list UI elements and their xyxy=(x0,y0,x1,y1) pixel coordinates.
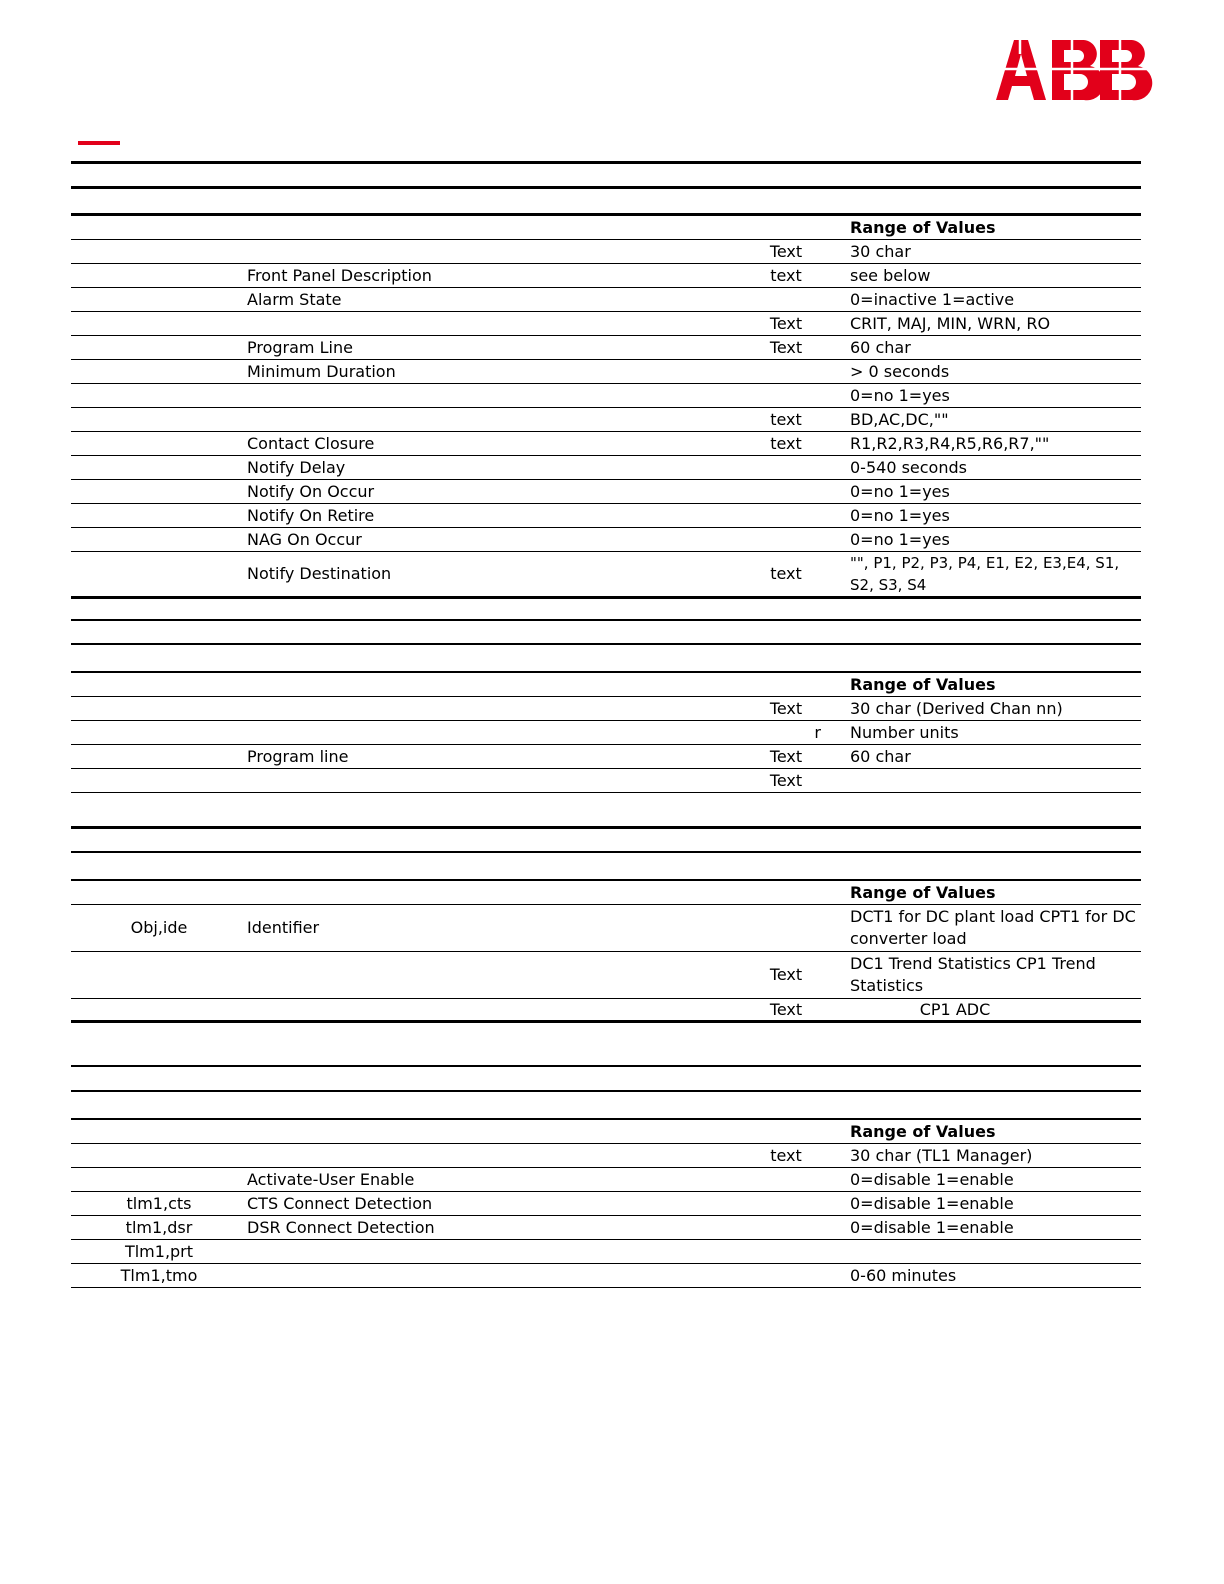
cell-type xyxy=(767,480,805,503)
cell-type: text xyxy=(770,1145,802,1165)
cell-object xyxy=(71,384,247,407)
table-row xyxy=(71,288,1141,312)
cell-object xyxy=(71,408,247,431)
cell-range: 0-540 seconds xyxy=(850,457,967,477)
cell-description: Minimum Duration xyxy=(247,361,396,381)
cell-range: "", P1, P2, P3, P4, E1, E2, E3,E4, S1, S2, S3, S4 xyxy=(850,554,1120,594)
rule xyxy=(71,826,1141,829)
table-row xyxy=(71,769,1141,793)
cell-type xyxy=(767,1264,805,1287)
header-range-of-values: Range of Values xyxy=(850,882,996,902)
table-row xyxy=(71,1216,1141,1240)
cell-object xyxy=(71,745,247,768)
table-row xyxy=(71,456,1141,480)
cell-object: tlm1,cts xyxy=(126,1193,192,1213)
cell-type xyxy=(767,456,805,479)
cell-object: Tlm1,tmo xyxy=(120,1265,198,1285)
cell-description: Notify On Occur xyxy=(247,481,375,501)
header-range-of-values: Range of Values xyxy=(850,217,996,237)
cell-range: see below xyxy=(850,265,931,285)
table-alarm-config xyxy=(71,216,1141,599)
cell-description xyxy=(247,240,767,263)
cell-object xyxy=(71,336,247,359)
table-row xyxy=(71,721,1141,745)
header-accent-bar xyxy=(78,141,120,145)
cell-description xyxy=(247,1144,767,1167)
cell-type: r xyxy=(814,722,821,742)
cell-description: Front Panel Description xyxy=(247,265,432,285)
cell-type: Text xyxy=(769,965,803,984)
cell-type xyxy=(767,288,805,311)
cell-type: Text xyxy=(769,999,803,1019)
cell-object xyxy=(71,1168,247,1191)
cell-range: Number units xyxy=(850,722,959,742)
header-range-of-values: Range of Values xyxy=(850,1121,996,1141)
cell-description: NAG On Occur xyxy=(247,529,362,549)
cell-object xyxy=(71,264,247,287)
cell-range: BD,AC,DC,"" xyxy=(850,409,949,429)
cell-range: 0=disable 1=enable xyxy=(850,1193,1014,1213)
cell-range: CP1 ADC xyxy=(919,999,991,1019)
table-row xyxy=(71,745,1141,769)
table-row xyxy=(71,1168,1141,1192)
table-header-row xyxy=(71,881,1141,905)
cell-object: tlm1,dsr xyxy=(125,1217,193,1237)
table-header-row xyxy=(71,1120,1141,1144)
cell-description: Alarm State xyxy=(247,289,342,309)
rule xyxy=(71,1065,1141,1067)
cell-range: 0=no 1=yes xyxy=(850,385,950,405)
cell-object xyxy=(71,480,247,503)
cell-object xyxy=(71,240,247,263)
cell-description xyxy=(247,721,767,744)
cell-object xyxy=(71,1144,247,1167)
cell-range xyxy=(850,769,1140,792)
cell-type: Text xyxy=(769,337,803,357)
cell-object xyxy=(71,769,247,792)
cell-description: Notify Destination xyxy=(247,564,392,583)
rule xyxy=(71,186,1141,189)
cell-description: Program Line xyxy=(247,337,353,357)
cell-type: Text xyxy=(769,698,803,718)
cell-description: Notify On Retire xyxy=(247,505,375,525)
cell-description: CTS Connect Detection xyxy=(247,1193,433,1213)
cell-type: Text xyxy=(769,313,803,333)
cell-object xyxy=(71,360,247,383)
cell-description xyxy=(247,999,767,1020)
cell-type xyxy=(767,905,805,951)
cell-description xyxy=(247,312,767,335)
cell-type: text xyxy=(770,564,802,583)
table-row xyxy=(71,408,1141,432)
cell-type: Text xyxy=(769,746,803,766)
cell-description xyxy=(247,384,767,407)
table-trend-statistics xyxy=(71,881,1141,1023)
table-tl1-manager xyxy=(71,1120,1141,1288)
cell-description: Program line xyxy=(247,746,349,766)
table-row xyxy=(71,1144,1141,1168)
cell-description xyxy=(247,1240,767,1263)
cell-range: DCT1 for DC plant load CPT1 for DC converter load xyxy=(850,907,1136,948)
cell-description: Contact Closure xyxy=(247,433,375,453)
cell-range: CRIT, MAJ, MIN, WRN, RO xyxy=(850,313,1051,333)
cell-description xyxy=(247,1264,767,1287)
cell-type xyxy=(767,528,805,551)
header-range-of-values: Range of Values xyxy=(850,674,996,694)
table-header-row xyxy=(71,673,1141,697)
cell-object xyxy=(71,312,247,335)
cell-type: text xyxy=(770,433,802,453)
cell-type xyxy=(767,360,805,383)
table-row xyxy=(71,504,1141,528)
table-derived-channel xyxy=(71,673,1141,793)
table-row xyxy=(71,240,1141,264)
cell-object: Obj,ide xyxy=(130,918,188,937)
rule xyxy=(71,1090,1141,1092)
cell-range: 60 char xyxy=(850,746,911,766)
cell-type xyxy=(767,1240,805,1263)
cell-type: Text xyxy=(769,770,803,790)
cell-range: 30 char (Derived Chan nn) xyxy=(850,698,1063,718)
cell-description: Identifier xyxy=(247,918,320,937)
table-row xyxy=(71,312,1141,336)
cell-type xyxy=(767,1168,805,1191)
cell-range: DC1 Trend Statistics CP1 Trend Statistics xyxy=(850,954,1096,995)
cell-type: Text xyxy=(769,241,803,261)
cell-range: 0=no 1=yes xyxy=(850,481,950,501)
table-row xyxy=(71,1240,1141,1264)
table-row xyxy=(71,336,1141,360)
cell-description xyxy=(247,408,767,431)
cell-description xyxy=(247,952,767,998)
cell-object xyxy=(71,504,247,527)
table-row xyxy=(71,360,1141,384)
cell-description: DSR Connect Detection xyxy=(247,1217,435,1237)
cell-object xyxy=(71,721,247,744)
cell-range: 0=no 1=yes xyxy=(850,505,950,525)
table-row xyxy=(71,1192,1141,1216)
cell-object xyxy=(71,999,247,1020)
table-row xyxy=(71,1264,1141,1288)
table-header-row xyxy=(71,216,1141,240)
rule xyxy=(71,851,1141,853)
table-row xyxy=(71,432,1141,456)
table-row xyxy=(71,480,1141,504)
table-row xyxy=(71,905,1141,952)
cell-object xyxy=(71,697,247,720)
cell-type: text xyxy=(770,409,802,429)
cell-range: 0=disable 1=enable xyxy=(850,1169,1014,1189)
cell-type xyxy=(767,1216,805,1239)
cell-description xyxy=(247,697,767,720)
cell-range: 0=disable 1=enable xyxy=(850,1217,1014,1237)
cell-type xyxy=(767,504,805,527)
table-row xyxy=(71,999,1141,1023)
cell-object xyxy=(71,456,247,479)
cell-range: 0=inactive 1=active xyxy=(850,289,1015,309)
cell-description xyxy=(247,769,767,792)
table-row xyxy=(71,384,1141,408)
cell-object xyxy=(71,528,247,551)
cell-range xyxy=(850,1240,1140,1263)
table-row xyxy=(71,952,1141,999)
cell-object xyxy=(71,432,247,455)
cell-range: 30 char (TL1 Manager) xyxy=(850,1145,1033,1165)
table-row xyxy=(71,697,1141,721)
table-row xyxy=(71,528,1141,552)
cell-object: Tlm1,prt xyxy=(124,1241,194,1261)
table-row xyxy=(71,264,1141,288)
table-row xyxy=(71,552,1141,599)
rule xyxy=(71,643,1141,645)
cell-range: 30 char xyxy=(850,241,911,261)
cell-range: 0-60 minutes xyxy=(850,1265,957,1285)
cell-description: Notify Delay xyxy=(247,457,346,477)
rule xyxy=(71,161,1141,164)
cell-object xyxy=(71,952,247,998)
cell-object xyxy=(71,288,247,311)
cell-range: > 0 seconds xyxy=(850,361,950,381)
cell-range: R1,R2,R3,R4,R5,R6,R7,"" xyxy=(850,433,1050,453)
abb-logo xyxy=(996,40,1156,102)
cell-range: 0=no 1=yes xyxy=(850,529,950,549)
cell-type xyxy=(767,1192,805,1215)
cell-description: Activate-User Enable xyxy=(247,1169,415,1189)
rule xyxy=(71,619,1141,621)
cell-type: text xyxy=(770,265,802,285)
cell-range: 60 char xyxy=(850,337,911,357)
cell-type xyxy=(767,384,805,407)
